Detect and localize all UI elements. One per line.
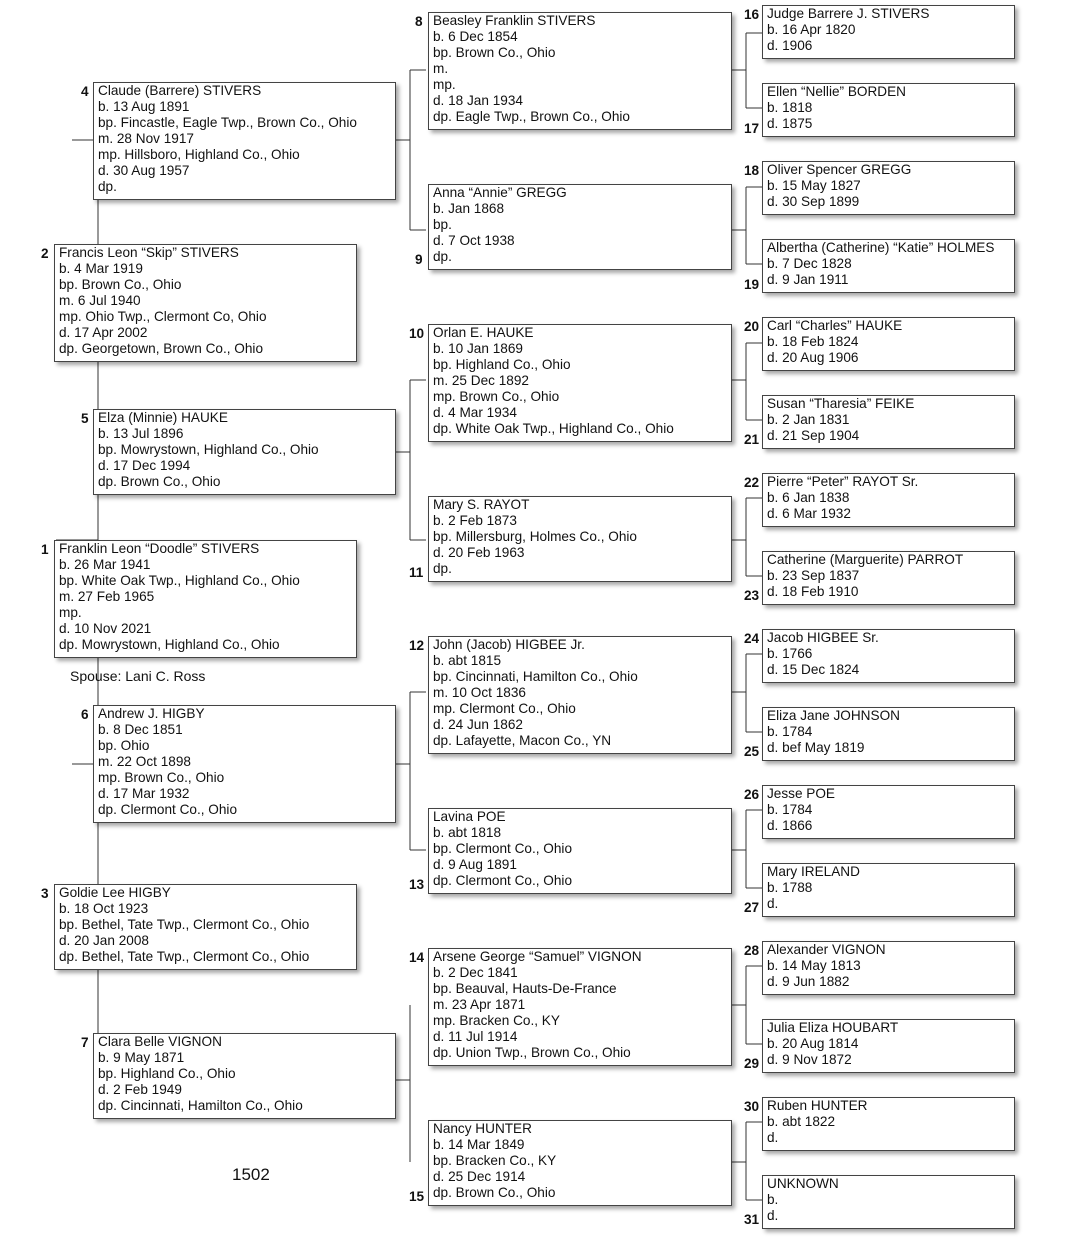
person-7-name: Clara Belle VIGNON — [98, 1034, 222, 1049]
person-box-12[interactable] — [428, 636, 732, 754]
person-22-number: 22 — [744, 475, 760, 490]
person-4-death: d. 30 Aug 1957 — [98, 163, 190, 178]
person-box-7[interactable] — [93, 1033, 396, 1119]
person-17-birth: b. 1818 — [767, 100, 813, 115]
person-14-number: 14 — [409, 950, 425, 965]
person-box-11[interactable] — [428, 496, 732, 582]
connector-4 — [396, 70, 426, 230]
person-box-30[interactable] — [762, 1097, 1015, 1151]
person-4-name: Claude (Barrere) STIVERS — [98, 83, 262, 98]
person-4-birth: b. 13 Aug 1891 — [98, 99, 190, 114]
person-9-name: Anna “Annie” GREGG — [433, 185, 567, 200]
person-13-death: d. 9 Aug 1891 — [433, 857, 517, 872]
person-8-number: 8 — [415, 14, 423, 29]
person-16-number: 16 — [744, 7, 760, 22]
person-3-name: Goldie Lee HIGBY — [59, 885, 171, 900]
person-30-death: d. — [767, 1130, 779, 1145]
person-7-number: 7 — [81, 1035, 89, 1050]
person-box-3[interactable] — [54, 884, 357, 970]
person-7-death: d. 2 Feb 1949 — [98, 1082, 182, 1097]
person-2-marriage-place: mp. Ohio Twp., Clermont Co, Ohio — [59, 309, 267, 324]
person-8-birth: b. 6 Dec 1854 — [433, 29, 518, 44]
person-24-number: 24 — [744, 631, 760, 646]
person-box-8[interactable] — [428, 12, 732, 130]
person-14-marriage-place: mp. Bracken Co., KY — [433, 1013, 560, 1028]
person-30-name: Ruben HUNTER — [767, 1098, 868, 1113]
person-14-birthplace: bp. Beauval, Hauts-De-France — [433, 981, 617, 996]
person-1-name: Franklin Leon “Doodle” STIVERS — [59, 541, 260, 556]
person-26-number: 26 — [744, 787, 760, 802]
person-14-marriage: m. 23 Apr 1871 — [433, 997, 526, 1012]
person-20-number: 20 — [744, 319, 760, 334]
person-12-name: John (Jacob) HIGBEE Jr. — [433, 637, 585, 652]
page-number: 1502 — [232, 1165, 270, 1184]
person-13-birthplace: bp. Clermont Co., Ohio — [433, 841, 573, 856]
person-box-24[interactable] — [762, 629, 1015, 683]
person-3-death-place: dp. Bethel, Tate Twp., Clermont Co., Ohio — [59, 949, 310, 964]
person-7-birth: b. 9 May 1871 — [98, 1050, 185, 1065]
person-12-birthplace: bp. Cincinnati, Hamilton Co., Ohio — [433, 669, 638, 684]
person-15-name: Nancy HUNTER — [433, 1121, 532, 1136]
person-box-26[interactable] — [762, 785, 1015, 839]
person-box-19[interactable] — [762, 239, 1015, 293]
person-27-death: d. — [767, 896, 779, 911]
person-6-birthplace: bp. Ohio — [98, 738, 150, 753]
person-19-birth: b. 7 Dec 1828 — [767, 256, 852, 271]
person-9-birthplace: bp. — [433, 217, 452, 232]
person-5-birth: b. 13 Jul 1896 — [98, 426, 184, 441]
person-box-16[interactable] — [762, 5, 1015, 59]
person-29-name: Julia Eliza HOUBART — [767, 1020, 899, 1035]
person-11-death-place: dp. — [433, 561, 452, 576]
person-15-birth: b. 14 Mar 1849 — [433, 1137, 525, 1152]
person-26-death: d. 1866 — [767, 818, 813, 833]
person-27-number: 27 — [744, 900, 760, 915]
person-8-name: Beasley Franklin STIVERS — [433, 13, 596, 28]
person-26-birth: b. 1784 — [767, 802, 813, 817]
person-box-29[interactable] — [762, 1019, 1015, 1073]
person-2-marriage: m. 6 Jul 1940 — [59, 293, 141, 308]
connector-14 — [732, 966, 762, 1044]
person-box-10[interactable] — [428, 324, 732, 442]
connector-9 — [732, 187, 762, 264]
person-17-name: Ellen “Nellie” BORDEN — [767, 84, 906, 99]
person-10-death-place: dp. White Oak Twp., Highland Co., Ohio — [433, 421, 674, 436]
person-28-death: d. 9 Jun 1882 — [767, 974, 850, 989]
person-5-name: Elza (Minnie) HAUKE — [98, 410, 228, 425]
person-15-number: 15 — [409, 1189, 425, 1204]
person-box-18[interactable] — [762, 161, 1015, 215]
person-8-marriage: m. — [433, 61, 449, 76]
person-31-death: d. — [767, 1208, 779, 1223]
person-12-death: d. 24 Jun 1862 — [433, 717, 523, 732]
person-8-marriage-place: mp. — [433, 77, 456, 92]
person-4-marriage-place: mp. Hillsboro, Highland Co., Ohio — [98, 147, 300, 162]
person-14-name: Arsene George “Samuel” VIGNON — [433, 949, 642, 964]
person-6-death-place: dp. Clermont Co., Ohio — [98, 802, 238, 817]
person-26-name: Jesse POE — [767, 786, 835, 801]
person-10-birth: b. 10 Jan 1869 — [433, 341, 523, 356]
person-box-5[interactable] — [93, 409, 396, 495]
person-box-15[interactable] — [428, 1120, 732, 1206]
person-2-number: 2 — [41, 246, 49, 261]
person-11-number: 11 — [409, 565, 424, 580]
person-12-marriage: m. 10 Oct 1836 — [433, 685, 526, 700]
person-31-birth: b. — [767, 1192, 779, 1207]
person-4-number: 4 — [81, 84, 89, 99]
person-3-death: d. 20 Jan 2008 — [59, 933, 149, 948]
connector-15 — [732, 1122, 762, 1200]
person-10-marriage-place: mp. Brown Co., Ohio — [433, 389, 560, 404]
person-9-number: 9 — [415, 252, 423, 267]
person-8-birthplace: bp. Brown Co., Ohio — [433, 45, 556, 60]
person-25-name: Eliza Jane JOHNSON — [767, 708, 900, 723]
person-box-1[interactable] — [54, 540, 357, 658]
person-24-birth: b. 1766 — [767, 646, 813, 661]
person-6-name: Andrew J. HIGBY — [98, 706, 205, 721]
person-20-birth: b. 18 Feb 1824 — [767, 334, 859, 349]
person-15-death-place: dp. Brown Co., Ohio — [433, 1185, 556, 1200]
person-1-marriage: m. 27 Feb 1965 — [59, 589, 155, 604]
person-1-birth: b. 26 Mar 1941 — [59, 557, 151, 572]
person-19-death: d. 9 Jan 1911 — [767, 272, 849, 287]
person-12-birth: b. abt 1815 — [433, 653, 502, 668]
person-box-9[interactable] — [428, 184, 732, 270]
person-2-birth: b. 4 Mar 1919 — [59, 261, 143, 276]
person-17-death: d. 1875 — [767, 116, 813, 131]
person-box-22[interactable] — [762, 473, 1015, 527]
person-2-name: Francis Leon “Skip” STIVERS — [59, 245, 239, 260]
person-3-number: 3 — [41, 886, 49, 901]
person-box-2[interactable] — [54, 244, 357, 362]
person-17-number: 17 — [744, 121, 760, 136]
person-1-death: d. 10 Nov 2021 — [59, 621, 152, 636]
person-25-birth: b. 1784 — [767, 724, 813, 739]
person-box-27[interactable] — [762, 863, 1015, 917]
person-9-death: d. 7 Oct 1938 — [433, 233, 515, 248]
person-27-birth: b. 1788 — [767, 880, 813, 895]
person-18-death: d. 30 Sep 1899 — [767, 194, 860, 209]
person-18-name: Oliver Spencer GREGG — [767, 162, 912, 177]
person-box-17[interactable] — [762, 83, 1015, 137]
person-box-21[interactable] — [762, 395, 1015, 449]
person-2-birthplace: bp. Brown Co., Ohio — [59, 277, 182, 292]
person-29-number: 29 — [744, 1056, 760, 1071]
person-12-death-place: dp. Lafayette, Macon Co., YN — [433, 733, 612, 748]
person-box-14[interactable] — [428, 948, 732, 1066]
person-18-number: 18 — [744, 163, 760, 178]
person-box-13[interactable] — [428, 808, 732, 894]
person-30-number: 30 — [744, 1099, 760, 1114]
person-10-name: Orlan E. HAUKE — [433, 325, 534, 340]
person-21-number: 21 — [744, 432, 760, 447]
person-20-name: Carl “Charles” HAUKE — [767, 318, 903, 333]
person-10-number: 10 — [409, 326, 425, 341]
person-6-birth: b. 8 Dec 1851 — [98, 722, 183, 737]
person-3-birth: b. 18 Oct 1923 — [59, 901, 149, 916]
person-14-birth: b. 2 Dec 1841 — [433, 965, 518, 980]
person-28-birth: b. 14 May 1813 — [767, 958, 861, 973]
person-box-23[interactable] — [762, 551, 1015, 605]
person-13-name: Lavina POE — [433, 809, 506, 824]
person-15-death: d. 25 Dec 1914 — [433, 1169, 526, 1184]
person-4-birthplace: bp. Fincastle, Eagle Twp., Brown Co., Ohio — [98, 115, 357, 130]
connector-13 — [732, 810, 762, 888]
person-22-birth: b. 6 Jan 1838 — [767, 490, 850, 505]
person-4-marriage: m. 28 Nov 1917 — [98, 131, 194, 146]
person-9-birth: b. Jan 1868 — [433, 201, 505, 216]
person-28-number: 28 — [744, 943, 760, 958]
person-23-number: 23 — [744, 588, 760, 603]
person-14-death-place: dp. Union Twp., Brown Co., Ohio — [433, 1045, 631, 1060]
person-7-birthplace: bp. Highland Co., Ohio — [98, 1066, 236, 1081]
person-23-name: Catherine (Marguerite) PARROT — [767, 552, 964, 567]
person-13-birth: b. abt 1818 — [433, 825, 502, 840]
person-23-death: d. 18 Feb 1910 — [767, 584, 859, 599]
person-20-death: d. 20 Aug 1906 — [767, 350, 859, 365]
person-box-25[interactable] — [762, 707, 1015, 761]
person-23-birth: b. 23 Sep 1837 — [767, 568, 860, 583]
person-28-name: Alexander VIGNON — [767, 942, 886, 957]
person-1-death-place: dp. Mowrystown, Highland Co., Ohio — [59, 637, 280, 652]
person-29-birth: b. 20 Aug 1814 — [767, 1036, 859, 1051]
person-27-name: Mary IRELAND — [767, 864, 860, 879]
person-11-name: Mary S. RAYOT — [433, 497, 530, 512]
connector-10 — [732, 343, 762, 420]
person-14-death: d. 11 Jul 1914 — [433, 1029, 518, 1044]
person-7-death-place: dp. Cincinnati, Hamilton Co., Ohio — [98, 1098, 303, 1113]
person-25-number: 25 — [744, 744, 760, 759]
person-29-death: d. 9 Nov 1872 — [767, 1052, 852, 1067]
person-box-28[interactable] — [762, 941, 1015, 995]
person-12-number: 12 — [409, 638, 425, 653]
person-6-number: 6 — [81, 707, 89, 722]
person-6-marriage: m. 22 Oct 1898 — [98, 754, 191, 769]
person-31-name: UNKNOWN — [767, 1176, 839, 1191]
person-16-death: d. 1906 — [767, 38, 813, 53]
person-box-6[interactable] — [93, 705, 396, 823]
person-6-death: d. 17 Mar 1932 — [98, 786, 190, 801]
person-1-number: 1 — [41, 542, 49, 557]
connector-8 — [732, 33, 762, 108]
person-13-number: 13 — [409, 877, 425, 892]
person-12-marriage-place: mp. Clermont Co., Ohio — [433, 701, 576, 716]
person-19-name: Albertha (Catherine) “Katie” HOLMES — [767, 240, 995, 255]
person-1-birthplace: bp. White Oak Twp., Highland Co., Ohio — [59, 573, 300, 588]
person-5-number: 5 — [81, 411, 89, 426]
person-8-death: d. 18 Jan 1934 — [433, 93, 523, 108]
person-box-20[interactable] — [762, 317, 1015, 371]
person-15-birthplace: bp. Bracken Co., KY — [433, 1153, 557, 1168]
person-11-birth: b. 2 Feb 1873 — [433, 513, 517, 528]
person-10-death: d. 4 Mar 1934 — [433, 405, 517, 420]
person-31-number: 31 — [744, 1212, 760, 1227]
person-21-birth: b. 2 Jan 1831 — [767, 412, 850, 427]
person-18-birth: b. 15 May 1827 — [767, 178, 861, 193]
spouse-line: Spouse: Lani C. Ross — [70, 668, 206, 684]
person-4-death-place: dp. — [98, 179, 117, 194]
person-3-birthplace: bp. Bethel, Tate Twp., Clermont Co., Ohio — [59, 917, 310, 932]
person-2-death-place: dp. Georgetown, Brown Co., Ohio — [59, 341, 264, 356]
person-19-number: 19 — [744, 277, 760, 292]
person-16-birth: b. 16 Apr 1820 — [767, 22, 856, 37]
connector-12 — [732, 654, 762, 732]
person-21-name: Susan “Tharesia” FEIKE — [767, 396, 915, 411]
connector-11 — [732, 498, 762, 576]
person-25-death: d. bef May 1819 — [767, 740, 865, 755]
person-5-death-place: dp. Brown Co., Ohio — [98, 474, 221, 489]
person-24-death: d. 15 Dec 1824 — [767, 662, 860, 677]
person-11-death: d. 20 Feb 1963 — [433, 545, 525, 560]
person-24-name: Jacob HIGBEE Sr. — [767, 630, 879, 645]
person-1-marriage-place: mp. — [59, 605, 82, 620]
person-11-birthplace: bp. Millersburg, Holmes Co., Ohio — [433, 529, 637, 544]
person-9-death-place: dp. — [433, 249, 452, 264]
person-2-death: d. 17 Apr 2002 — [59, 325, 148, 340]
person-21-death: d. 21 Sep 1904 — [767, 428, 860, 443]
connector-5 — [396, 380, 426, 540]
person-box-4[interactable] — [93, 82, 396, 200]
person-13-death-place: dp. Clermont Co., Ohio — [433, 873, 573, 888]
connector-6 — [396, 692, 426, 850]
person-30-birth: b. abt 1822 — [767, 1114, 836, 1129]
person-16-name: Judge Barrere J. STIVERS — [767, 6, 930, 21]
connector-7 — [396, 1005, 410, 1162]
person-22-death: d. 6 Mar 1932 — [767, 506, 851, 521]
person-10-marriage: m. 25 Dec 1892 — [433, 373, 529, 388]
person-5-death: d. 17 Dec 1994 — [98, 458, 191, 473]
person-box-31[interactable] — [762, 1175, 1015, 1229]
person-8-death-place: dp. Eagle Twp., Brown Co., Ohio — [433, 109, 630, 124]
person-5-birthplace: bp. Mowrystown, Highland Co., Ohio — [98, 442, 319, 457]
person-6-marriage-place: mp. Brown Co., Ohio — [98, 770, 225, 785]
person-10-birthplace: bp. Highland Co., Ohio — [433, 357, 571, 372]
person-22-name: Pierre “Peter” RAYOT Sr. — [767, 474, 919, 489]
